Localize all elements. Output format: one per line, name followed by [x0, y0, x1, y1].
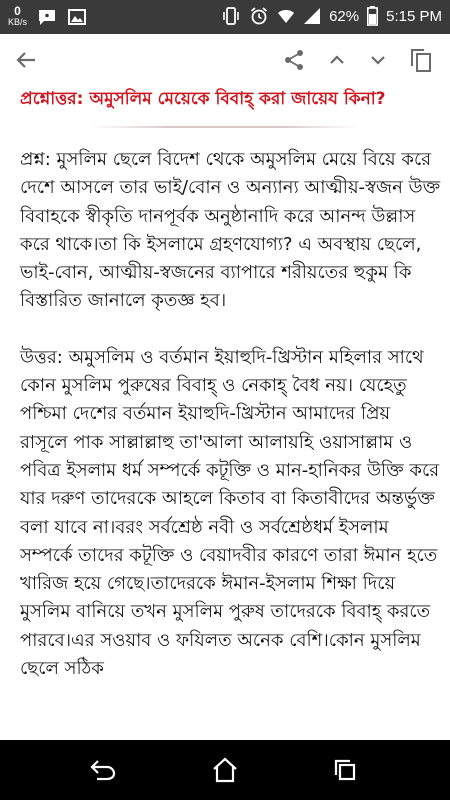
- share-button[interactable]: [278, 44, 310, 76]
- navigation-bar: [0, 740, 450, 800]
- battery-percent: 62%: [329, 7, 360, 25]
- back-button[interactable]: [10, 44, 42, 76]
- recents-icon: [333, 758, 357, 782]
- status-bar: [0, 0, 450, 34]
- article-title: প্রশ্নোত্তর: অমুসলিম মেয়েকে বিবাহ্ করা জায়েয কিনা?: [20, 89, 386, 109]
- image-icon: [67, 7, 87, 27]
- back-icon: [89, 758, 117, 782]
- home-icon: [211, 757, 239, 783]
- network-speed-value: 0: [14, 4, 21, 18]
- signal-icon: [303, 7, 321, 25]
- toolbar: [0, 34, 450, 86]
- alarm-icon: [249, 6, 269, 26]
- nav-home-button[interactable]: [210, 755, 240, 785]
- answer-paragraph: উত্তর: অমুসলিম ও বর্তমান ইয়াহুদি-খ্রিস্টান মহিলার সাথে কোন মুসলিম পুরুষের বিবাহ্ ও নেকাহ্ বৈধ নয়। যেহেতু পশ্চিমা দেশের বর্তমান ইয়াহুদি-খ্রিস্টান আমাদের প্রিয় রাসূলে পাক সাল্লাল্লাহু তা'আলা আলায়হি ওয়াসাল্লাম ও পবিত্র ইসলাম ধর্ম সম্পর্কে কটূক্তি ও মান-হানিকর উক্তি করে যার দরুণ তাদেরকে আহলে কিতাব বা কিতাবীদের অন্তর্ভুক্ত বলা যাবে না।বরং সর্বশ্রেষ্ঠ নবী ও সর্বশ্রেষ্ঠধর্ম ইসলাম সম্পর্কে তাদের কটূক্তি ও বেয়াদবীর কারণে তারা ঈমান হতে খারিজ হয়ে গেছে।তাদেরকে ঈমান-ইসলাম শিক্ষা দিয়ে মুসলিম বানিয়ে তখন মুসলিম পুরুষ তাদেরকে বিবাহ্ করতে পারবে।এর সওয়াব ও ফযিলত অনেক বেশি।কোন মুসলিম ছেলে সঠিক: [20, 346, 440, 680]
- nav-recents-button[interactable]: [330, 755, 360, 785]
- copy-icon: [409, 47, 433, 73]
- share-icon: [282, 48, 306, 72]
- article-body: [20, 146, 442, 683]
- message-icon: [37, 7, 57, 27]
- wifi-icon: [277, 7, 295, 25]
- back-arrow-icon: [14, 48, 38, 72]
- network-speed-unit: KB/s: [8, 17, 28, 27]
- nav-back-button[interactable]: [88, 755, 118, 785]
- question-paragraph: প্রশ্ন: মুসলিম ছেলে বিদেশ থেকে অমুসলিম মেয়ে বিয়ে করে দেশে আসলে তার ভাই/বোন ও অন্যান্য আত্মীয়-স্বজন উক্ত বিবাহকে স্বীকৃতি দানপূর্বক অনুষ্ঠানাদি করে আনন্দ উল্লাস করে থাকে।তা কি ইসলামে গ্রহণযোগ্য? এ অবস্থায় ছেলে, ভাই-বোন, আত্মীয়-স্বজনের ব্যাপারে শরীয়তের হুকুম কি বিস্তারিত জানালে কৃতজ্ঞ হব।: [20, 149, 441, 312]
- vibrate-icon: [221, 6, 241, 26]
- clock: 5:15 PM: [386, 7, 442, 25]
- battery-icon: [367, 6, 378, 26]
- title-divider: [90, 126, 360, 128]
- network-speed: [8, 5, 27, 27]
- next-button[interactable]: [362, 44, 394, 76]
- chevron-down-icon: [368, 50, 388, 70]
- copy-button[interactable]: [405, 44, 437, 76]
- previous-button[interactable]: [321, 44, 353, 76]
- chevron-up-icon: [327, 50, 347, 70]
